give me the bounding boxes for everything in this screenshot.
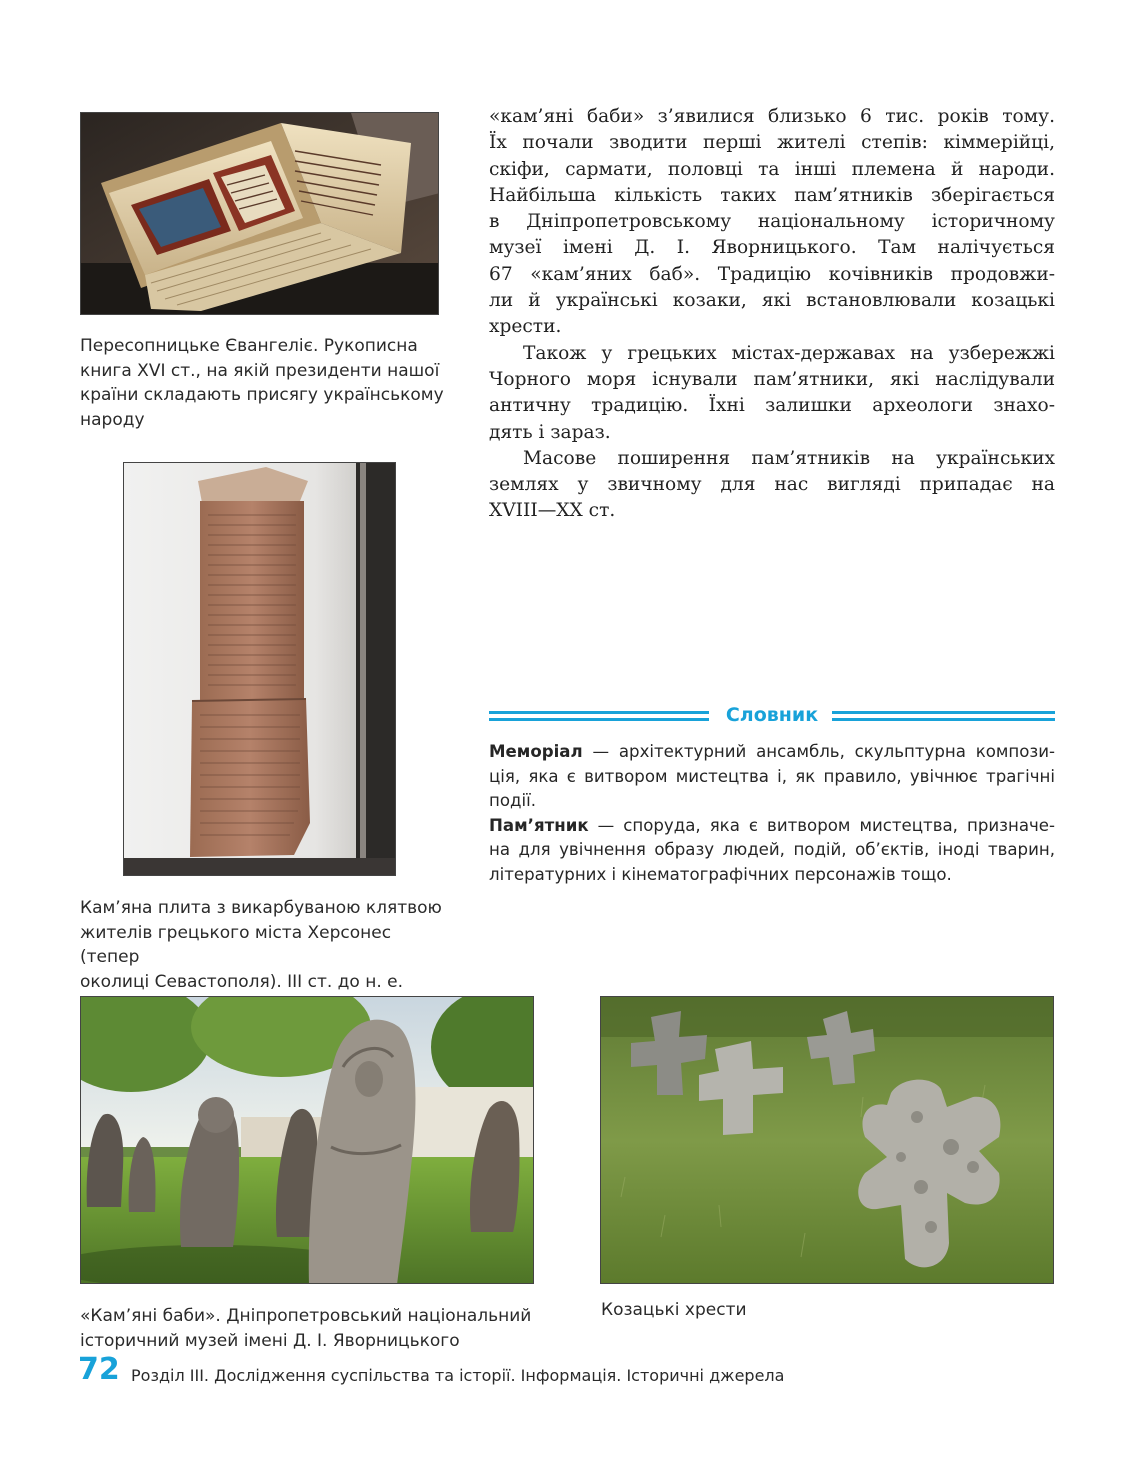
caption-line: «Кам’яні баби». Дніпропетровський національний [80,1306,532,1326]
glossary-term: Меморіал [489,742,583,761]
caption-line: Козацькі хрести [601,1300,747,1320]
text-line: музеї імені Д. І. Яворницького. Там налічується [489,237,1055,259]
running-footer: Розділ III. Дослідження суспільства та історії. Інформація. Історичні джерела [131,1366,785,1385]
body-text [489,104,1055,525]
caption-line: Пересопницьке Євангеліє. Рукописна [80,336,418,356]
text-line: дять і зараз. [489,421,611,443]
page-number: 72 [78,1352,120,1387]
glossary-entry-memorial [489,740,1055,765]
text-line: XVIII—XX ст. [489,500,616,522]
glossary-title: Словник [725,704,819,726]
text-line: ли й українські козаки, які встановлювали козацькі [489,290,1055,312]
cossack-crosses-photo [600,996,1054,1284]
glossary-header [489,704,1055,728]
text-line: античну традицію. Їхні залишки археологи знахо- [489,395,1055,417]
text-line: хрести. [489,316,562,338]
glossary-definition: — архітектурний ансамбль, скульптурна компози- [582,742,1055,761]
caption-line: книга XVI ст., на якій президенти нашої [80,360,440,381]
caption-line: околиці Севастополя). III ст. до н. е. [80,971,403,992]
chersonesos-slab-photo [123,462,396,876]
text-line: в Дніпропетровському національному історичному [489,211,1055,233]
text-line: Їх почали зводити перші жителі степів: кіммерійці, [489,132,1055,154]
glossary-definition: ція, яка є витвором мистецтва і, як правило, увічнює трагічні [489,766,1055,786]
text-line: 67 «кам’яних баб». Традицію кочівників продовжи- [489,263,1055,285]
text-line: Найбільша кількість таких пам’ятників зберігається [489,184,1055,206]
crosses-caption [601,1298,1055,1323]
caption-line: історичний музей імені Д. І. Яворницького [80,1330,460,1351]
caption-line: країни складають присягу українському [80,385,444,405]
caption-line: жителів грецького міста Херсонес (тепер [80,922,392,967]
text-line: Також у грецьких містах-державах на узбережжі [523,342,1055,364]
text-line: «кам’яні баби» з’явилися близько 6 тис. років тому. [489,106,1055,127]
slab-caption [80,896,445,994]
text-line: скіфи, сармати, половці та інші племена й народи. [489,158,1055,180]
caption-line: народу [80,409,145,430]
gospel-caption [80,334,445,432]
glossary-definition: події. [489,791,536,810]
glossary-entry-monument [489,814,1055,839]
text-line: Чорного моря існували пам’ятники, які наслідували [489,368,1055,390]
glossary-term: Пам’ятник [489,815,589,835]
gospel-photo [80,112,439,315]
glossary-definition: літературних і кінематографічних персонажів тощо. [489,864,952,884]
glossary-definition: на для увічнення образу людей, подій, об’єктів, іноді тварин, [489,840,1055,859]
stone-babas-photo [80,996,534,1284]
text-line: Масове поширення пам’ятників на українських [523,447,1055,469]
glossary-definition: — споруда, яка є витвором мистецтва, призначе- [588,815,1055,835]
text-line: землях у звичному для нас вигляді припадає на [489,474,1055,496]
babas-caption [80,1304,540,1353]
glossary-rule-right [832,711,1055,721]
caption-line: Кам’яна плита з викарбуваною клятвою [80,898,442,918]
glossary-body [489,740,1055,887]
